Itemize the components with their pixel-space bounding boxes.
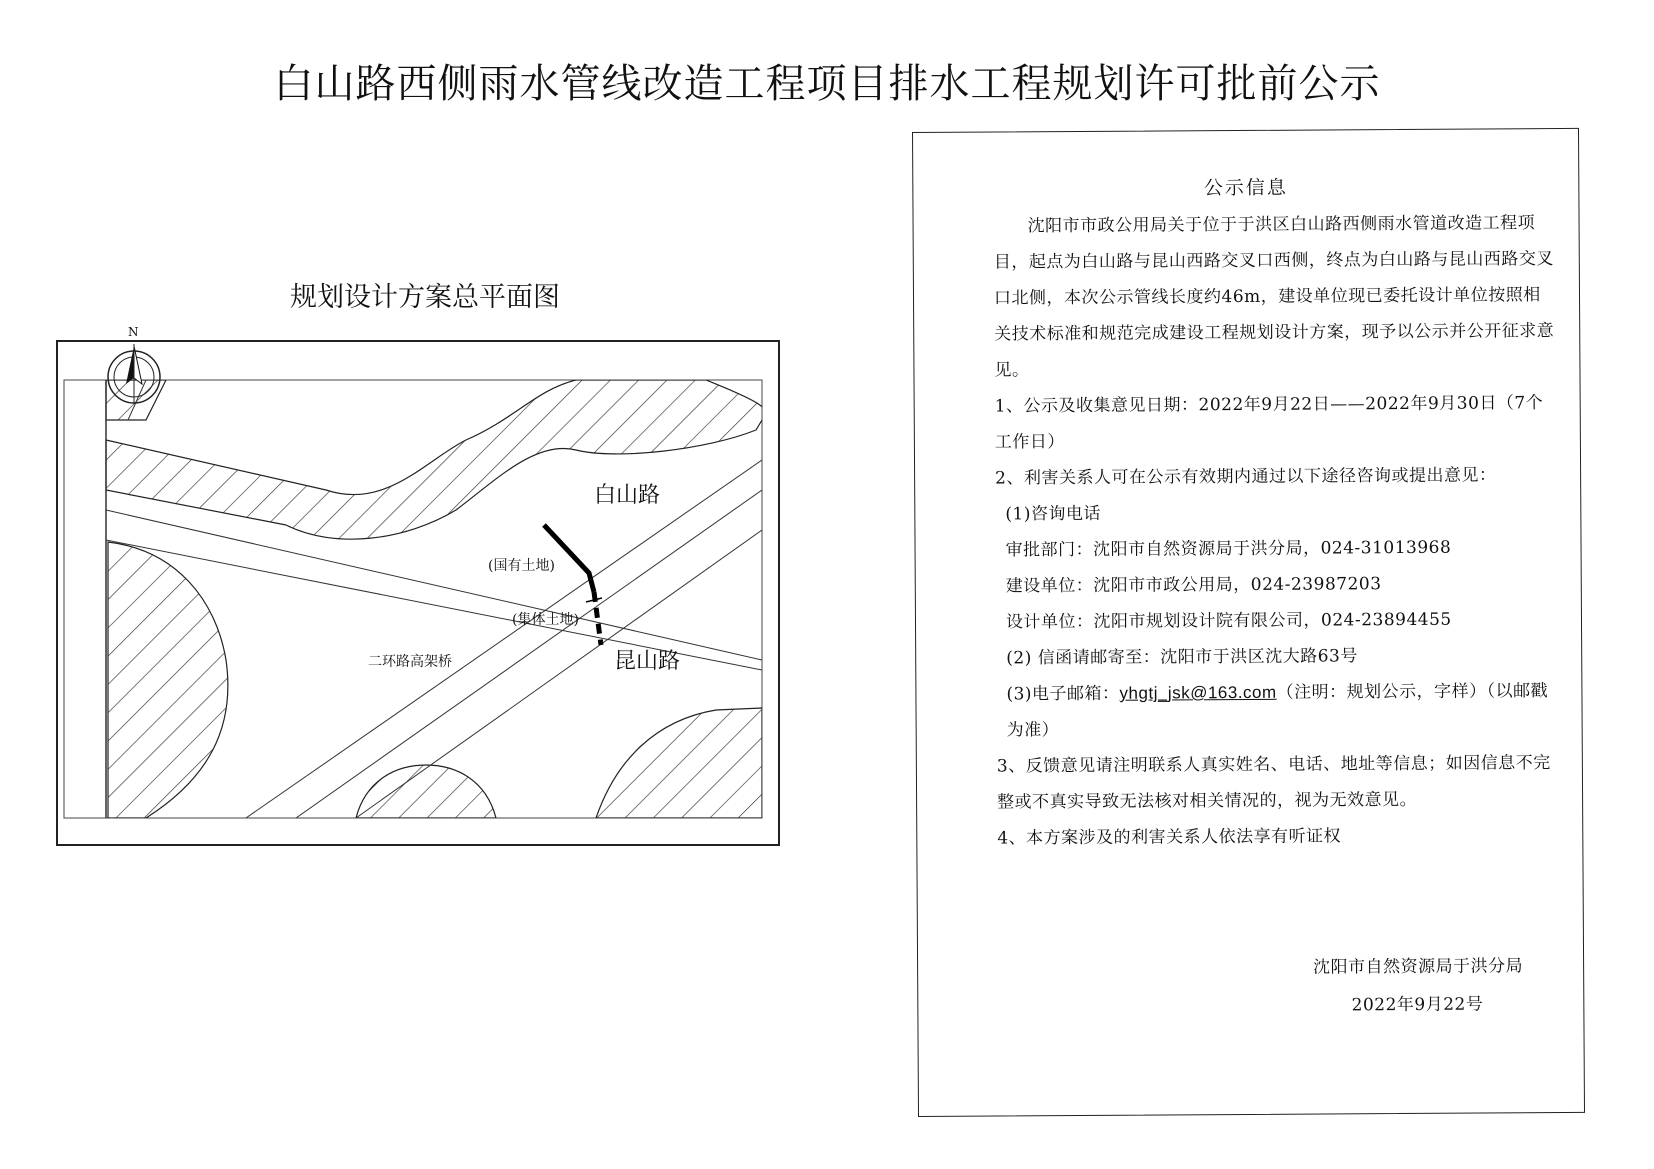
- north-label: N: [128, 325, 139, 339]
- map-title: 规划设计方案总平面图: [290, 282, 560, 313]
- notice-item-2: 2、利害关系人可在公示有效期内通过以下途径咨询或提出意见：: [995, 465, 1497, 489]
- notice-item-4: 4、本方案涉及的利害关系人依法享有听证权: [997, 826, 1342, 849]
- notice-heading: 公示信息: [1203, 176, 1288, 200]
- notice-panel: [912, 128, 1585, 1117]
- email-prefix: (3)电子邮箱：: [1006, 683, 1120, 705]
- notice-item-3: 3、反馈意见请注明联系人真实姓名、电话、地址等信息；如因信息不完整或不真实导致无法核对相关情况的，视为无效意见。: [996, 753, 1551, 813]
- email-line: [996, 673, 1556, 748]
- mail-address: (2) 信函请邮寄至：沈阳市于洪区沈大路63号: [1006, 646, 1358, 669]
- notice-item-1: 1、公示及收集意见日期：2022年9月22日——2022年9月30日（7个工作日）: [994, 393, 1544, 453]
- label-kunshan-road: 昆山路: [614, 649, 681, 674]
- site-plan-map: [56, 325, 782, 848]
- label-baishan-road: 白山路: [594, 483, 661, 508]
- notice-body: [993, 205, 1557, 856]
- signature-org: 沈阳市自然资源局于洪分局: [1313, 956, 1524, 978]
- signature-date: 2022年9月22号: [1351, 994, 1484, 1016]
- designer-contact: 设计单位：沈阳市规划设计院有限公司，024-23894455: [1005, 609, 1452, 633]
- builder-contact: 建设单位：沈阳市市政公用局，024-23987203: [1005, 574, 1382, 597]
- email-note: （注明：规划公示，字样）（以邮戳为准）: [1006, 681, 1549, 741]
- page-title: 白山路西侧雨水管线改造工程项目排水工程规划许可批前公示: [273, 61, 1381, 107]
- notice-intro: 沈阳市市政公用局关于位于于洪区白山路西侧雨水管道改造工程项目，起点为白山路与昆山西路交叉口西侧，终点为白山路与昆山西路交叉口北侧，本次公示管线长度约46m，建设单位现已委托设计单位按照相关技术标准和规范完成建设工程规划设计方案，现予以公示并公开征求意见。: [993, 213, 1555, 381]
- label-collective-land: (集体土地): [512, 612, 579, 628]
- email-link[interactable]: yhgtj_jsk@163.com: [1119, 682, 1277, 703]
- label-state-land: (国有土地): [488, 558, 555, 574]
- approval-contact: 审批部门：沈阳市自然资源局于洪分局，024-31013968: [1005, 537, 1452, 561]
- label-viaduct: 二环路高架桥: [368, 654, 452, 670]
- consult-label: (1)咨询电话: [1005, 503, 1101, 525]
